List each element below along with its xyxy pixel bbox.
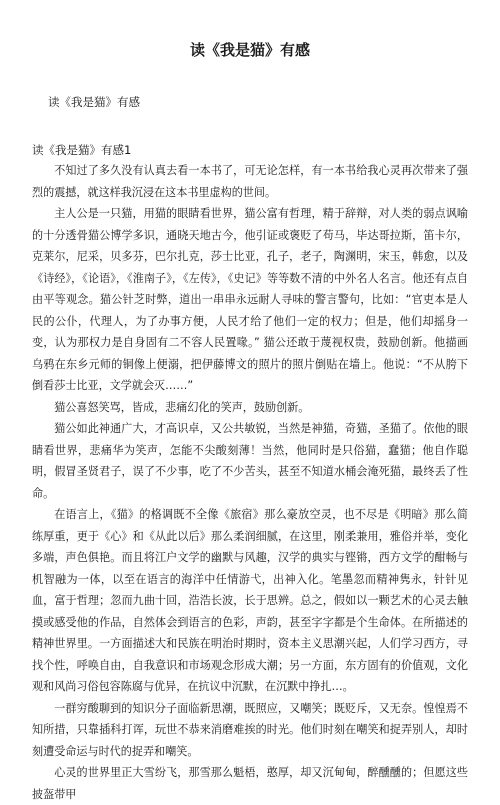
document-title: 读《我是猫》有感 — [189, 41, 310, 59]
paragraph: 主人公是一只猫，用猫的眼睛看世界，猫公富有哲理，精于辞辩，对人类的弱点讽喻的十分透骨猫公博学多识，通晓天地古今，他引证或褒贬了苟马，毕达哥拉斯，笛卡尔，克莱尔，尼采，贝多芬，巴尔扎克，莎士比亚，孔子，老子，陶渊明，宋玉，韩愈，以及《诗经》，《论语》，《淮南子》，《左传》，《史记》等等数不清的中外名人名言。他还有点自由平等观念。猫公针芝时弊，道出一串串永远耐人寻味的警言警句，比如：“官吏本是人民的公仆，代理人，为了办事方便，人民才给了他们一定的权力；但是，他们却摇身一变，认为那权力是自身固有二不容人民置喙。” 猫公还敢于蔑视权贵，鼓励创新。他描画乌鸦在东乡元师的铜像上便溺，把伊藤博文的照片的照片倒贴在墙上。他说：“不从胯下倒看莎士比亚，文学就会灭……” — [32, 207, 468, 392]
document-body — [32, 160, 468, 805]
paragraph: 一群穷酸聊到的知识分子面临新思潮，既照应，又嘲笑；既贬斥，又无奈。惶惶焉不知所措，只靠插科打诨，玩世不恭来消磨难挨的时光。他们时刻在嘲笑和捉弄别人，却时刻遭受命运与时代的捉弄和嘲笑。 — [32, 701, 468, 758]
paragraph: 在语言上，《猫》的格调既不全像《旅宿》那么豪放空灵，也不尽是《明暗》那么简练厚重，更于《心》和《从此以后》那么柔润细腻，在这里，刚柔兼用，雅俗并举，变化多端，声色俱艳。而且将江户文学的幽默与风趣，汉学的典实与铿锵，西方文学的酣畅与机智融为一体，以至在语言的海洋中任情游弋，出神入化。笔墨忽而精神隽永，针针见血，富于哲理；忽而九曲十回，浩浩长波，长于思辨。总之，假如以一颗艺术的心灵去触摸或感受他的作品，自然体会到语言的色彩，声韵，甚至字字都是个生命体。在所描述的精神世界里。一方面描述大和民族在明治时期时，资本主义思潮兴起，人们学习西方，寻找个性，呼唤自由，自我意识和市场观念形成大潮；另一方面，东方固有的价值观，文化观和风尚习俗包容陈腐与优异，在抗议中沉默，在沉默中挣扎…。 — [32, 508, 468, 693]
paragraph: 心灵的世界里正大雪纷飞，那雪那么魁梧，憨厚，却又沉甸甸，醉醺醺的；但愿这些披盔带甲 — [32, 766, 468, 801]
paragraph: 猫公如此神通广大，才高识卓，又公共敏锐，当然是神猫，奇猫，圣猫了。依他的眼睛看世界，悲痛华为笑声，怎能不尖酸刻薄！当然，他同时是只俗猫，蠢猫；他自作聪明，假冒圣贤君子，误了不少事，吃了不少苦头，甚至不知道水桶会淹死猫，最终丢了性命。 — [32, 422, 468, 500]
paragraph: 不知过了多久没有认真去看一本书了，可无论怎样，有一本书给我心灵再次带来了强烈的震撼，就这样我沉浸在这本书里虚构的世间。 — [32, 164, 468, 199]
section-heading: 读《我是猫》有感1 — [32, 143, 132, 157]
document-subtitle: 读《我是猫》有感 — [48, 95, 140, 109]
paragraph: 猫公喜怒笑骂，皆成，悲痛幻化的笑声，鼓励创新。 — [54, 400, 310, 414]
